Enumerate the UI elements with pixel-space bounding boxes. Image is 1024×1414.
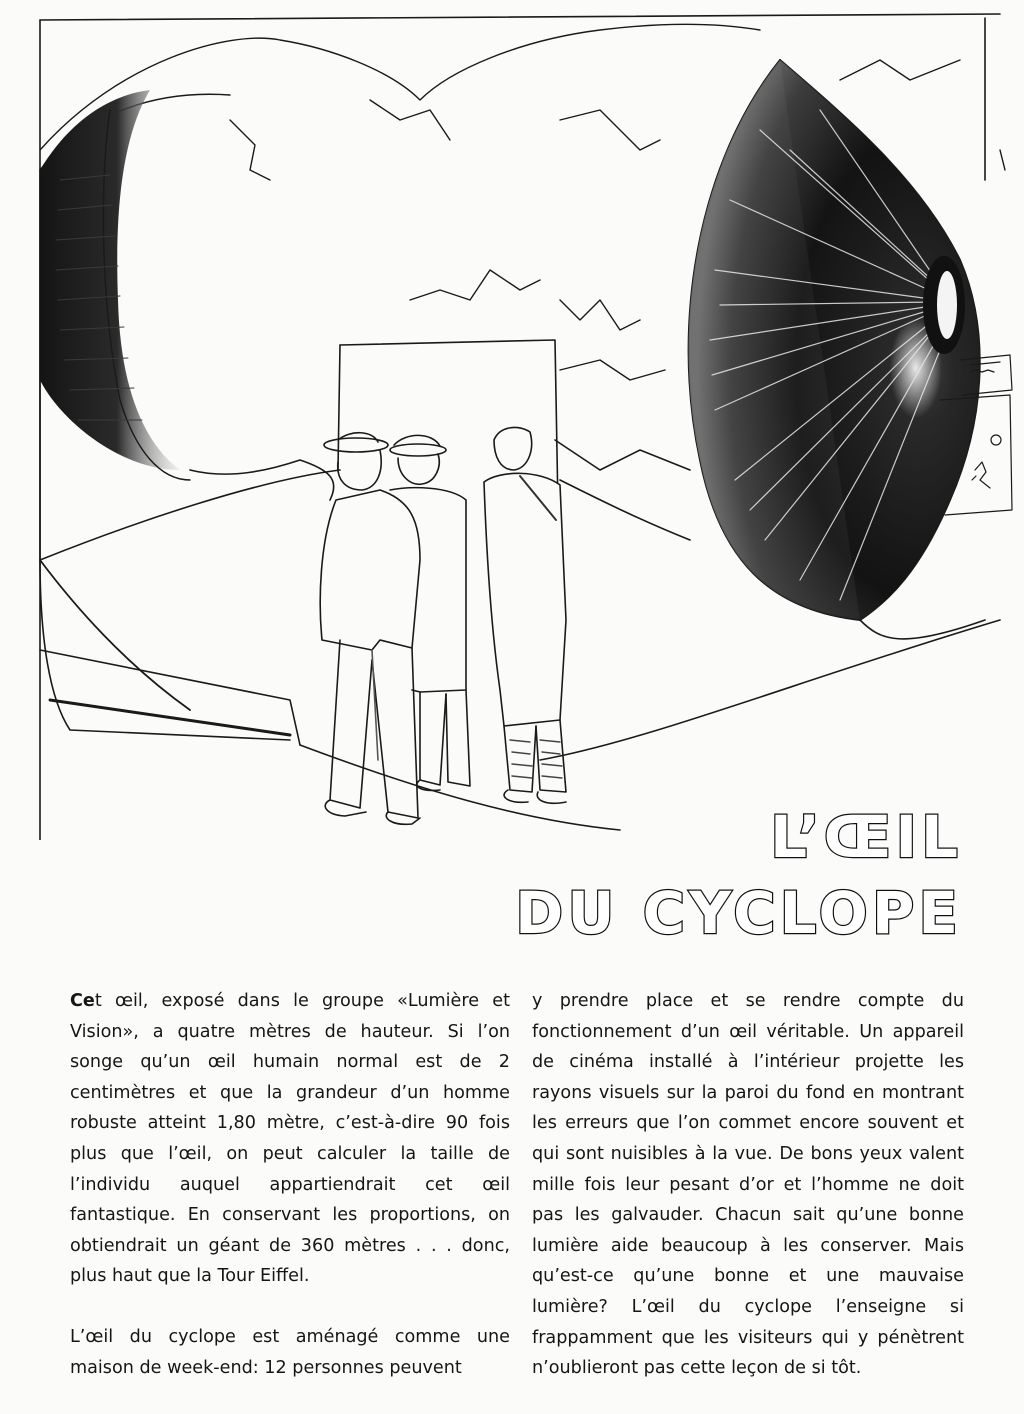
article-title-line-2: DU CYCLOPE — [515, 879, 962, 947]
article-column-left — [70, 986, 510, 1413]
article-paragraph-2: L’œil du cyclope est aménagé comme une maison de week-end: 12 personnes peuvent — [70, 1326, 510, 1378]
article-paragraph-3: y prendre place et se rendre compte du fonctionnement d’un œil véritable. Un appareil de cinéma installé à l’intérieur projette les rayons visuels sur la paroi du fond en montrant les erreurs que l’on commet encore souvent et qui sont nuisibles à la vue. De bons yeux valent mille fois leur pesant d’or et l’homme ne doit pas les galvauder. Chacun sait qu’une bonne lumière aide beaucoup à les conserver. Mais qu’est-ce qu’une bonne et une mauvaise lumière? L’œil du cyclope l’enseigne si frappamment que les visiteurs qui y pénètrent n’oublieront pas cette leçon de si tôt. — [532, 991, 964, 1379]
right-eye-cone — [689, 60, 985, 639]
artist-signature — [972, 462, 990, 488]
left-eye-body — [40, 90, 334, 745]
article-column-right — [532, 986, 964, 1414]
visitor-left — [320, 433, 420, 825]
article-title-line-1: L’ŒIL — [770, 803, 962, 871]
paragraph-1-text: t œil, exposé dans le groupe «Lumière et Vision», a quatre mètres de hauteur. Si l’on songe qu’un œil humain normal est de 2 centimètres et que la grandeur d’un homme robuste atteint 1,80 mètre, c’est-à-dire 90 fois plus que l’œil, on peut calculer la taille de l’individu auquel appartiendrait cet œil fantastique. En conservant les proportions, on obtiendrait un géant de 360 mètres . . . donc, plus haut que la Tour Eiffel. — [70, 991, 510, 1287]
lead-in: Ce — [70, 991, 95, 1011]
article-paragraph-1 — [70, 986, 510, 1292]
visitor-right — [484, 427, 566, 803]
